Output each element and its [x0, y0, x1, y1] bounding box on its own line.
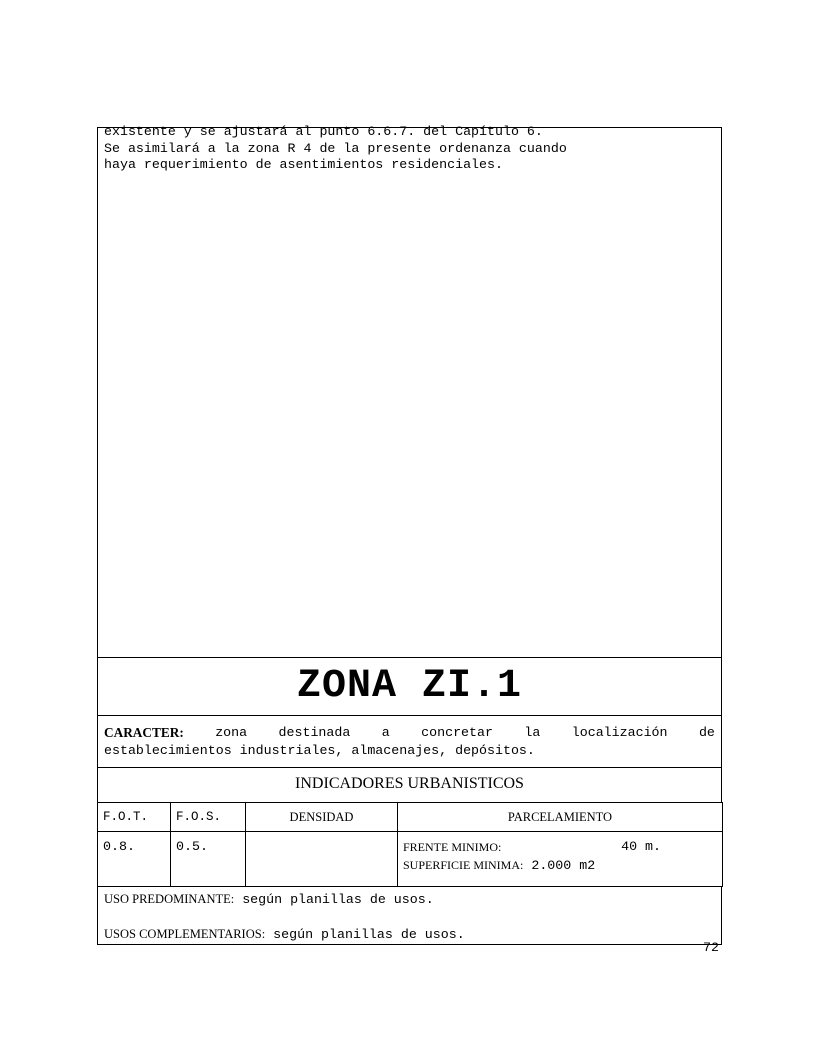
caracter-word: localización [571, 725, 668, 740]
usos-block [97, 887, 722, 945]
zone-title: ZONA ZI.1 [296, 663, 523, 709]
value-densidad [246, 832, 398, 887]
caracter-block [97, 715, 722, 767]
superficie-minima-value: 2.000 m2 [531, 858, 596, 873]
frente-minimo-value: 40 m. [621, 839, 661, 854]
caracter-word: destinada [278, 725, 351, 740]
caracter-label: CARACTER: [104, 725, 184, 740]
value-fot: 0.8. [98, 832, 171, 887]
indicators-heading: INDICADORES URBANISTICOS [97, 767, 722, 802]
usos-complementarios-label: USOS COMPLEMENTARIOS: [104, 927, 266, 941]
continuation-line-3: haya requerimiento de asentimientos residenciales. [104, 157, 503, 172]
superficie-minima-row [403, 856, 717, 875]
header-densidad: DENSIDAD [246, 803, 398, 832]
caracter-word: zona [215, 725, 248, 740]
continuation-line-2: Se asimilará a la zona R 4 de la presente ordenanza cuando [104, 140, 567, 156]
value-parcelamiento [398, 832, 723, 887]
caracter-line-1 [104, 724, 715, 742]
value-fos: 0.5. [171, 832, 246, 887]
indicators-table [97, 802, 723, 887]
continuation-text-block [97, 124, 722, 657]
frente-minimo-row [403, 838, 661, 856]
caracter-line-2: establecimientos industriales, almacenajes, depósitos. [104, 743, 535, 758]
frente-minimo-label: FRENTE MINIMO: [403, 840, 502, 854]
header-fot: F.O.T. [98, 803, 171, 832]
superficie-minima-label: SUPERFICIE MINIMA: [403, 858, 524, 872]
caracter-word: concretar [421, 725, 493, 740]
caracter-word: de [698, 725, 715, 740]
document-page [97, 124, 722, 945]
indicators-header-row [98, 803, 723, 832]
header-parcelamiento: PARCELAMIENTO [398, 803, 723, 832]
caracter-word: la [524, 725, 541, 740]
page-number: 72 [703, 940, 719, 955]
caracter-word: a [381, 725, 390, 740]
usos-complementarios-value: según planillas de usos. [273, 927, 465, 942]
zone-title-block [97, 657, 722, 715]
continuation-line-1: existente y se ajustará al punto 6.6.7. del Capítulo 6. [104, 124, 543, 139]
indicators-value-row [98, 832, 723, 887]
uso-predominante-label: USO PREDOMINANTE: [104, 892, 235, 906]
uso-predominante-value: según planillas de usos. [242, 892, 434, 907]
uso-predominante [104, 891, 715, 908]
header-fos: F.O.S. [171, 803, 246, 832]
